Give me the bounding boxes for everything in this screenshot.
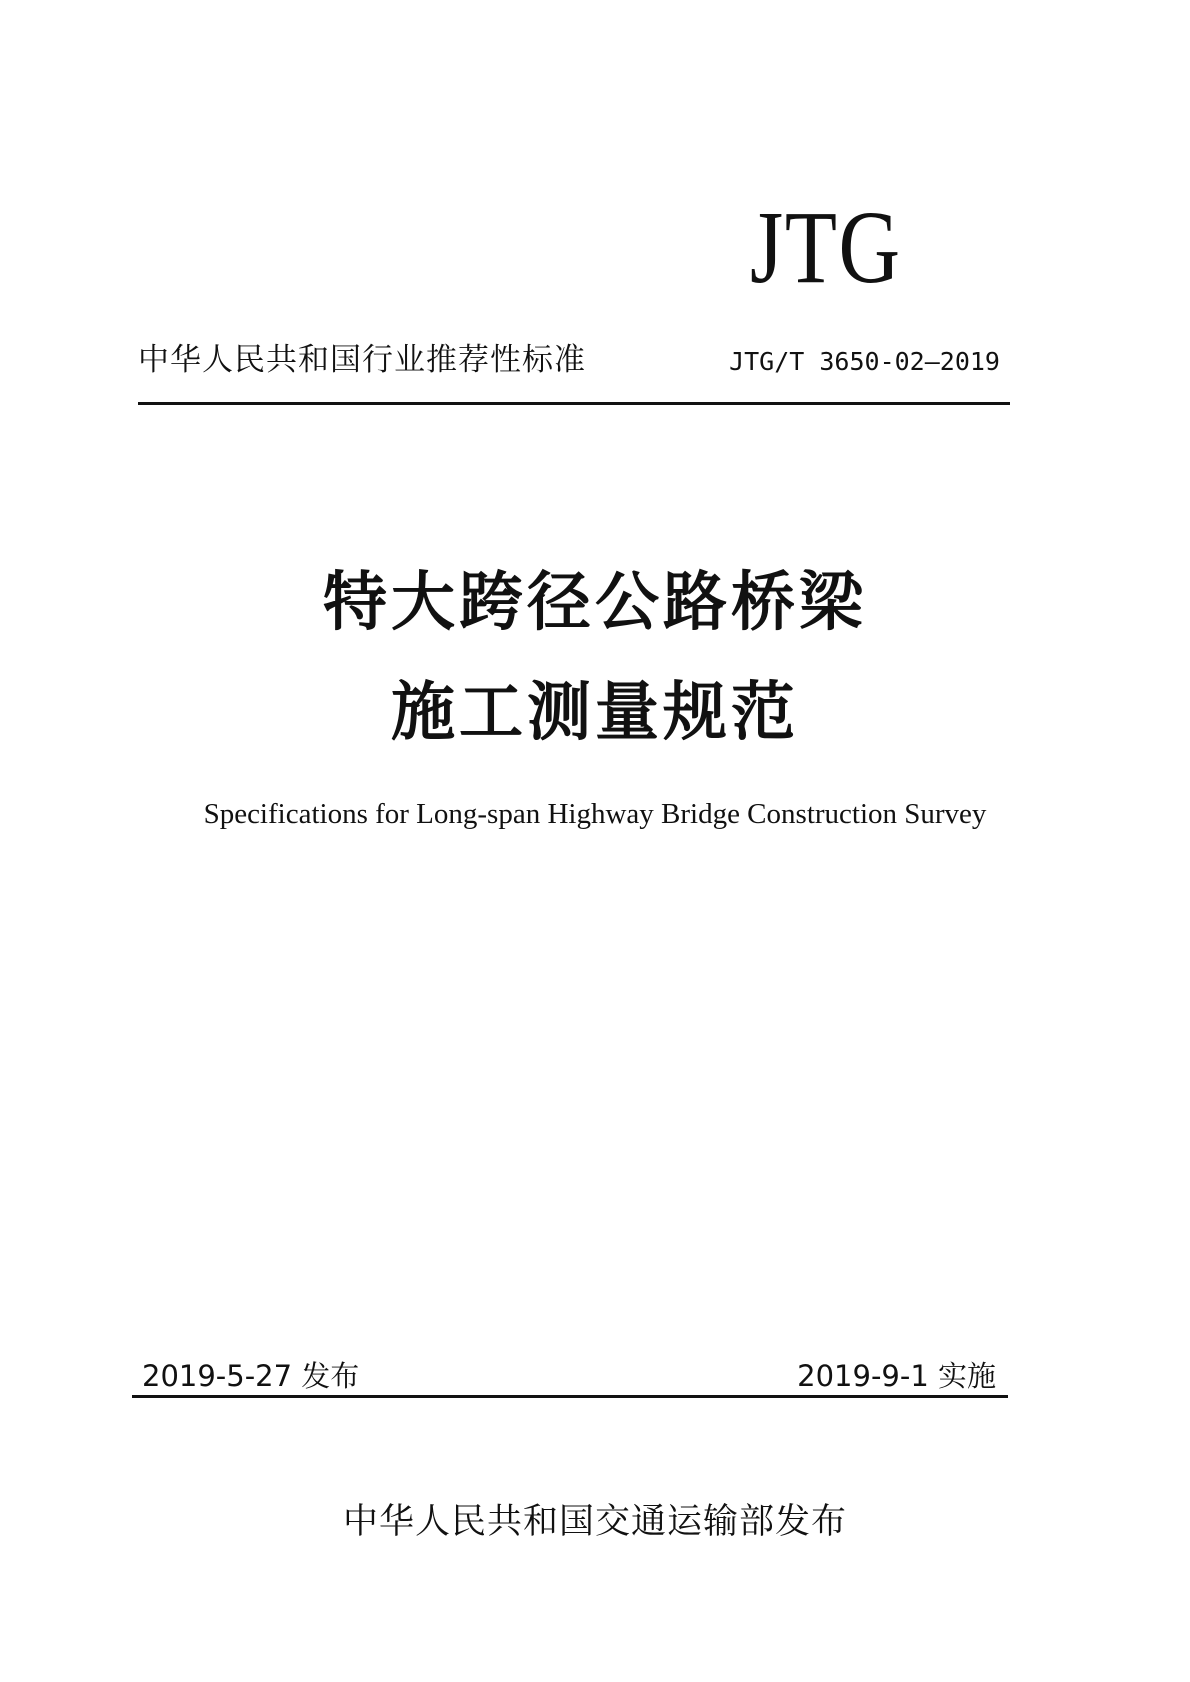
issue-date: 2019-5-27 发布: [142, 1359, 360, 1393]
standard-category: 中华人民共和国行业推荐性标准: [138, 342, 586, 378]
standard-number: JTG/T 3650-02—2019: [729, 347, 1000, 376]
top-divider: [138, 402, 1010, 405]
jtg-logo: JTG: [750, 190, 902, 305]
title-line-1: 特大跨径公路桥梁: [323, 566, 867, 640]
english-title: Specifications for Long-span Highway Bridge Construction Survey: [203, 798, 987, 830]
publisher: 中华人民共和国交通运输部发布: [342, 1502, 847, 1542]
title-line-2: 施工测量规范: [391, 676, 799, 750]
bottom-divider: [132, 1395, 1008, 1398]
implementation-date: 2019-9-1 实施: [797, 1359, 996, 1393]
